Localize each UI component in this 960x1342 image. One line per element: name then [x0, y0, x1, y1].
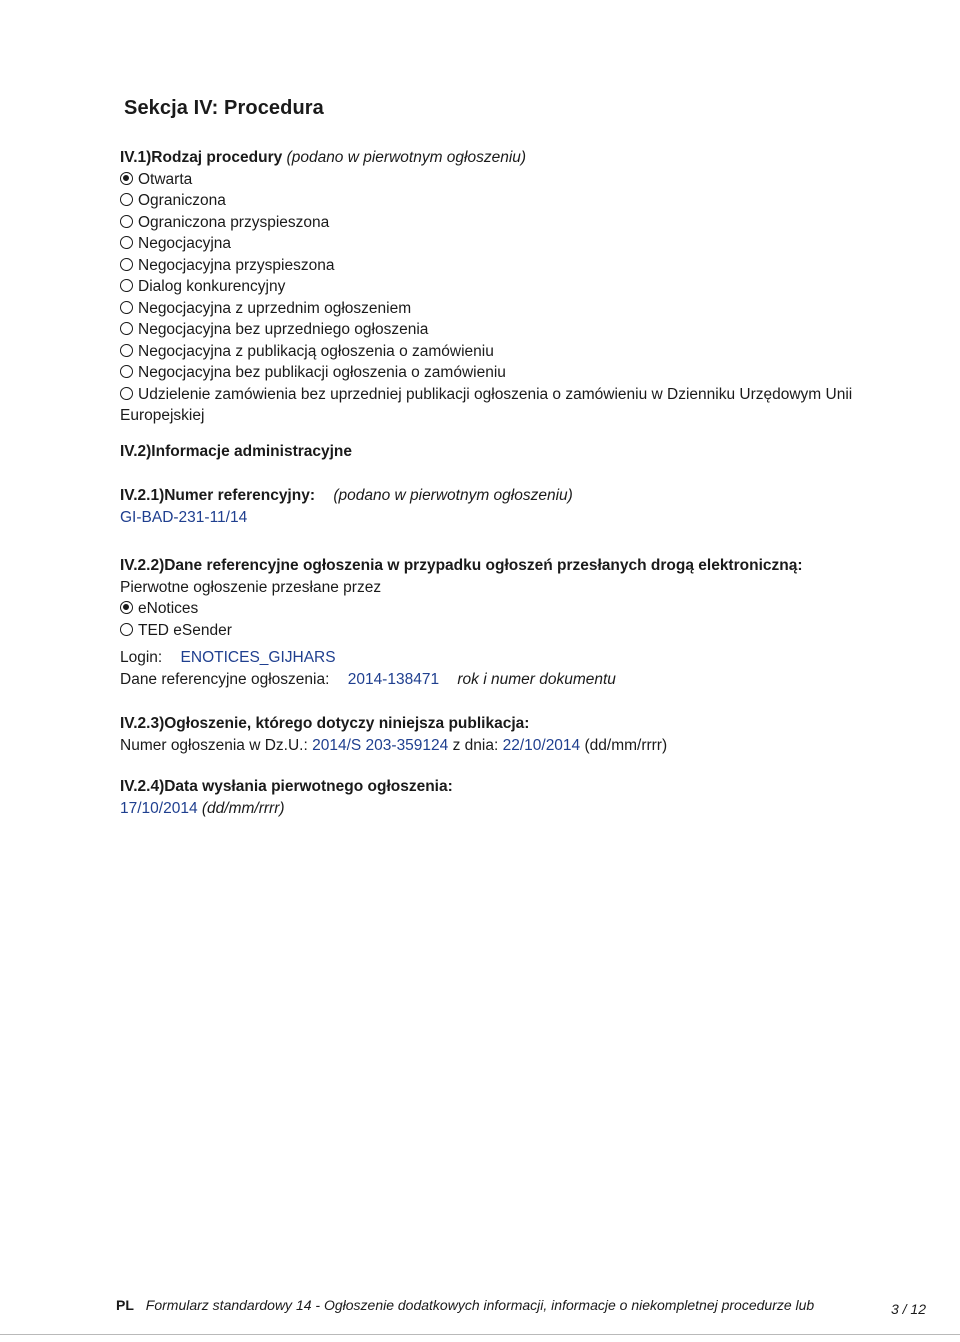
login-label: Login: [120, 649, 163, 666]
option-label: Negocjacyjna [138, 235, 232, 252]
option-label: Negocjacyjna z uprzednim ogłoszeniem [138, 299, 412, 317]
radio-selected-icon [120, 172, 133, 185]
radio-empty-icon [120, 365, 133, 378]
procedure-option [120, 319, 900, 341]
procedure-option [120, 362, 900, 384]
dispatch-date-label: IV.2.4)Data wysłania pierwotnego ogłoszenia: [120, 778, 453, 795]
sender-option [120, 620, 803, 642]
reference-number-label: IV.2.1)Numer referencyjny: [120, 487, 315, 504]
login-value: ENOTICES_GIJHARS [180, 649, 336, 666]
page-number: 3 / 12 [890, 1301, 926, 1317]
procedure-type-section [120, 147, 900, 427]
oj-date-value: 22/10/2014 [502, 736, 581, 754]
oj-number-label: Numer ogłoszenia w Dz.U.: [120, 736, 308, 754]
notice-ref-value: 2014-138471 [347, 670, 440, 688]
option-label: Ograniczona przyspieszona [138, 213, 330, 231]
option-label: Negocjacyjna przyspieszona [138, 256, 335, 274]
procedure-option [120, 190, 900, 212]
procedure-option [120, 276, 900, 298]
sent-by-label: Pierwotne ogłoszenie przesłane przez [120, 578, 382, 596]
footer-form-title: Formularz standardowy 14 - Ogłoszenie dodatkowych informacji, informacje o niekompletnej procedurze lub [145, 1297, 815, 1313]
radio-empty-icon [120, 623, 133, 636]
radio-empty-icon [120, 258, 133, 271]
radio-empty-icon [120, 193, 133, 206]
option-label: Ograniczona [138, 192, 226, 209]
option-label: Negocjacyjna bez publikacji ogłoszenia o zamówieniu [138, 364, 506, 381]
reference-number-note: (podano w pierwotnym ogłoszeniu) [333, 487, 573, 504]
page-footer [116, 1297, 926, 1317]
dispatch-date-value: 17/10/2014 [120, 799, 198, 817]
radio-empty-icon [120, 322, 133, 335]
oj-date-label: z dnia: [452, 736, 499, 754]
reference-number-value: GI-BAD-231-11/14 [120, 508, 248, 526]
procedure-option [120, 255, 900, 277]
related-notice-label: IV.2.3)Ogłoszenie, którego dotyczy niniejsza publikacja: [120, 715, 530, 732]
radio-empty-icon [120, 344, 133, 357]
procedure-option [120, 384, 900, 427]
footer-divider [0, 1334, 960, 1335]
radio-selected-icon [120, 601, 133, 614]
option-label: Negocjacyjna bez uprzedniego ogłoszenia [138, 321, 429, 338]
radio-empty-icon [120, 215, 133, 228]
admin-info-section [120, 441, 352, 463]
admin-info-label: IV.2)Informacje administracyjne [120, 443, 353, 460]
option-label: Udzielenie zamówienia bez uprzedniej publikacji ogłoszenia o zamówieniu w Dzienniku Urzędowym Unii Europejskiej [120, 385, 853, 424]
procedure-option [120, 298, 900, 320]
option-label: Negocjacyjna z publikacją ogłoszenia o zamówieniu [138, 342, 494, 360]
radio-empty-icon [120, 301, 133, 314]
option-label: Otwarta [138, 170, 193, 188]
option-label: eNotices [138, 600, 199, 617]
procedure-option [120, 233, 900, 255]
radio-empty-icon [120, 279, 133, 292]
oj-number-value: 2014/S 203-359124 [312, 736, 449, 754]
radio-empty-icon [120, 236, 133, 249]
notice-ref-label: Dane referencyjne ogłoszenia: [120, 670, 330, 688]
dispatch-date-format: (dd/mm/rrrr) [201, 799, 285, 817]
notice-ref-note: rok i numer dokumentu [457, 670, 616, 688]
option-label: TED eSender [138, 621, 232, 639]
procedure-option [120, 169, 900, 191]
procedure-option [120, 341, 900, 363]
dispatch-date-section [120, 776, 453, 819]
electronic-reference-label: IV.2.2)Dane referencyjne ogłoszenia w przypadku ogłoszeń przesłanych drogą elektroniczną: [120, 557, 803, 574]
footer-language: PL [116, 1297, 134, 1313]
oj-date-format: (dd/mm/rrrr) [584, 736, 668, 754]
radio-empty-icon [120, 387, 133, 400]
sender-option [120, 598, 803, 620]
procedure-type-note: (podano w pierwotnym ogłoszeniu) [286, 149, 527, 166]
electronic-reference-section [120, 555, 803, 690]
procedure-type-label: IV.1)Rodzaj procedury [120, 149, 283, 166]
procedure-option [120, 212, 900, 234]
related-notice-section [120, 713, 667, 756]
section-title: Sekcja IV: Procedura [124, 97, 324, 119]
option-label: Dialog konkurencyjny [138, 278, 286, 295]
reference-number-section [120, 485, 573, 528]
